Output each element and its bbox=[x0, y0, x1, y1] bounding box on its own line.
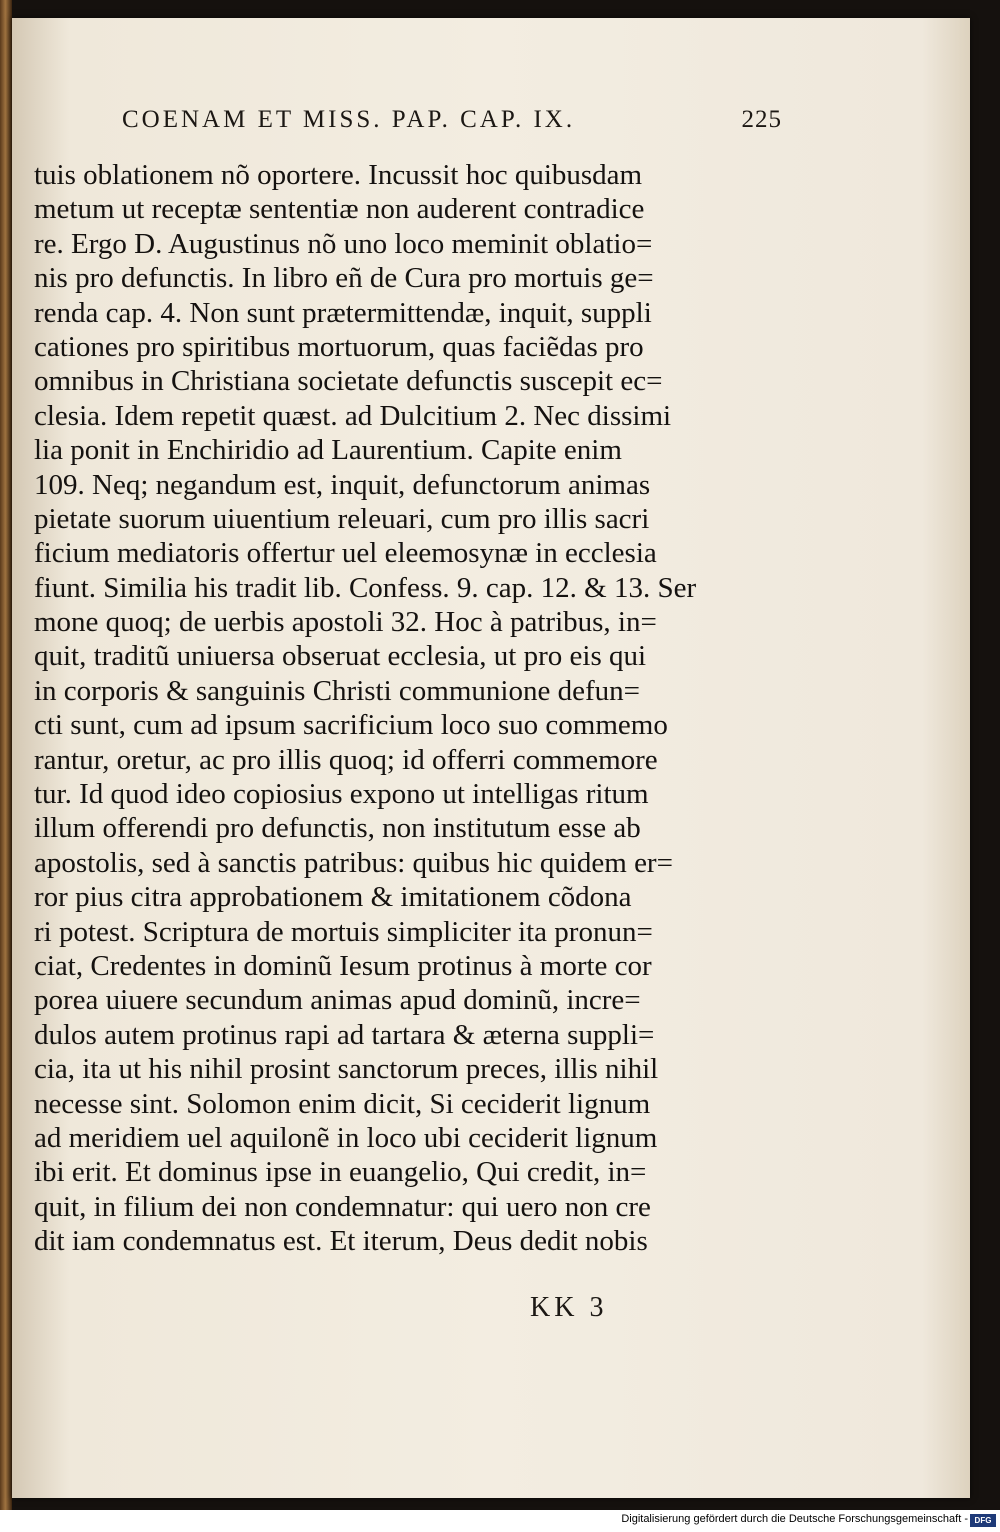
text-line: renda cap. 4. Non sunt prætermittendæ, inquit, suppli bbox=[34, 296, 652, 329]
text-line: tuis oblationem nõ oportere. Incussit hoc quibusdam bbox=[34, 159, 643, 191]
text-line: apostolis, sed à sanctis patribus: quibus hic quidem er= bbox=[34, 846, 673, 879]
text-line: metum ut receptæ sententiæ non auderent contradice bbox=[34, 193, 645, 226]
text-line: dit iam condemnatus est. Et iterum, Deus dedit nobis bbox=[34, 1225, 648, 1258]
text-line: 109. Neq; negandum est, inquit, defunctorum animas bbox=[34, 468, 651, 501]
text-line: cia, ita ut his nihil prosint sanctorum preces, illis nihil bbox=[34, 1053, 659, 1086]
text-line: in corporis & sanguinis Christi communione defun= bbox=[34, 674, 640, 707]
text-line: re. Ergo D. Augustinus nõ uno loco meminit oblatio= bbox=[34, 227, 653, 260]
book-spine-edge bbox=[0, 0, 12, 1510]
text-line: lia ponit in Enchiridio ad Laurentium. Capite enim bbox=[34, 434, 622, 467]
text-line: quit, in filium dei non condemnatur: qui uero non cre bbox=[34, 1190, 651, 1223]
book-page bbox=[12, 18, 970, 1498]
dfg-logo-icon: DFG bbox=[970, 1514, 996, 1527]
digitization-footer bbox=[0, 1510, 1000, 1532]
body-text bbox=[34, 158, 734, 1259]
text-line: quit, traditũ uniuersa obseruat ecclesia, ut pro eis qui bbox=[34, 640, 647, 673]
text-line: illum offerendi pro defunctis, non institutum esse ab bbox=[34, 812, 641, 845]
text-line: omnibus in Christiana societate defunctis suscepit ec= bbox=[34, 365, 663, 398]
text-line: cationes pro spiritibus mortuorum, quas faciẽdas pro bbox=[34, 330, 644, 363]
text-line: ibi erit. Et dominus ipse in euangelio, Qui credit, in= bbox=[34, 1156, 647, 1189]
footer-credit: Digitalisierung gefördert durch die Deutsche Forschungsgemeinschaft - bbox=[621, 1513, 968, 1525]
text-line: ri potest. Scriptura de mortuis simpliciter ita pronun= bbox=[34, 915, 653, 948]
text-line: cti sunt, cum ad ipsum sacrificium loco suo commemo bbox=[34, 709, 668, 742]
text-line: clesia. Idem repetit quæst. ad Dulcitium 2. Nec dissimi bbox=[34, 399, 672, 432]
page-number: 225 bbox=[741, 106, 782, 133]
running-head bbox=[122, 106, 782, 134]
text-line: tur. Id quod ideo copiosius expono ut intelligas ritum bbox=[34, 778, 649, 811]
running-head-title: COENAM ET MISS. PAP. CAP. IX. bbox=[122, 106, 576, 133]
text-line: pietate suorum uiuentium releuari, cum pro illis sacri bbox=[34, 502, 650, 535]
text-line: fiunt. Similia his tradit lib. Confess. 9. cap. 12. & 13. Ser bbox=[34, 571, 697, 604]
text-line: necesse sint. Solomon enim dicit, Si ceciderit lignum bbox=[34, 1087, 651, 1120]
text-line: mone quoq; de uerbis apostoli 32. Hoc à patribus, in= bbox=[34, 606, 657, 639]
signature-mark: KK 3 bbox=[530, 1292, 608, 1323]
text-line: dulos autem protinus rapi ad tartara & æterna suppli= bbox=[34, 1018, 655, 1051]
text-line: ciat, Credentes in dominũ Iesum protinus à morte cor bbox=[34, 949, 652, 982]
text-line: nis pro defunctis. In libro eñ de Cura pro mortuis ge= bbox=[34, 262, 654, 295]
text-line: ad meridiem uel aquilonẽ in loco ubi ceciderit lignum bbox=[34, 1121, 658, 1154]
text-line: ficium mediatoris offertur uel eleemosynæ in ecclesia bbox=[34, 537, 657, 570]
text-line: rantur, oretur, ac pro illis quoq; id offerri commemore bbox=[34, 743, 658, 776]
text-line: porea uiuere secundum animas apud dominũ, incre= bbox=[34, 984, 641, 1017]
text-line: ror pius citra approbationem & imitationem cõdona bbox=[34, 881, 632, 914]
